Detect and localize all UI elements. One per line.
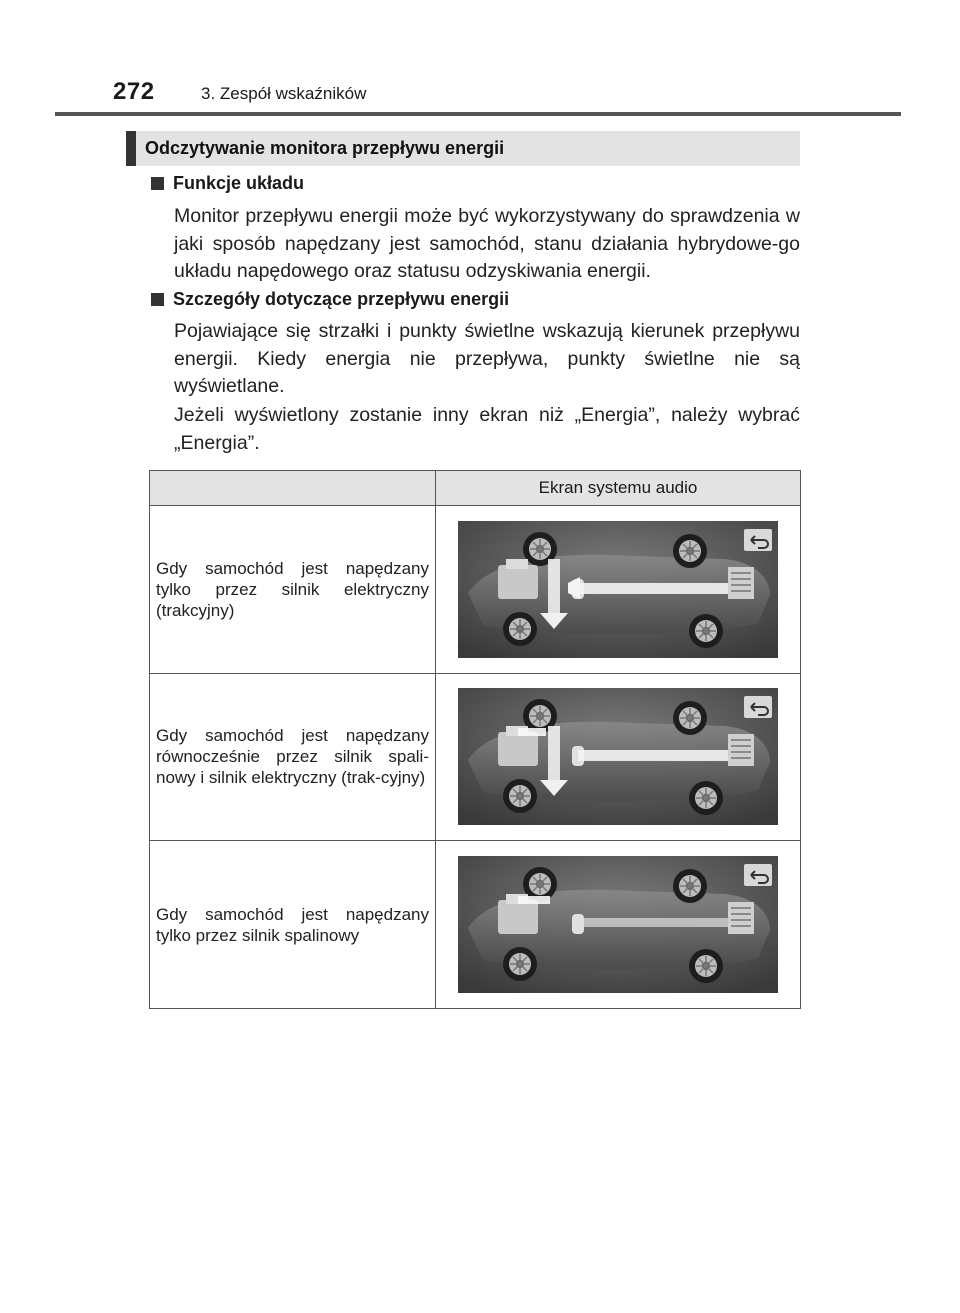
energy-monitor-screen-engine [458,856,778,993]
paragraph-select-energy: Jeżeli wyświetlony zostanie inny ekran niż „Energia”, należy wybrać „Energia”. [174,404,800,454]
chapter-title: 3. Zespół wskaźników [201,84,367,103]
screen-cell [436,841,801,1009]
subheading-flow-details [151,289,509,310]
page-number: 272 [113,78,155,105]
table-header-cell-empty [150,471,436,506]
row-description: Gdy samochód jest napędzany tylko przez silnik spalinowy [150,841,436,1009]
subheading-label: Szczegóły dotyczące przepływu energii [173,289,510,309]
energy-monitor-table [149,470,801,1009]
square-bullet-icon [151,293,164,306]
row-description: Gdy samochód jest napędzany tylko przez silnik elektryczny (trakcyjny) [150,506,436,674]
table-row [150,506,801,674]
section-heading [126,131,800,166]
back-arrow-icon[interactable] [744,529,772,551]
screen-cell [436,673,801,841]
table-header-audio-screen: Ekran systemu audio [436,471,801,506]
header-divider [55,112,901,116]
subheading-label: Funkcje układu [173,173,305,193]
paragraph-functions: Monitor przepływu energii może być wykorzystywany do sprawdzenia w jaki sposób napędzany jest samochód, stanu działania hybrydowe-go układu napędowego oraz statusu odzyskiwania energii. [174,205,800,282]
energy-monitor-screen-hybrid [458,688,778,825]
energy-monitor-screen-electric [458,521,778,658]
screen-cell [436,506,801,674]
row-description: Gdy samochód jest napędzany równocześnie przez silnik spali-nowy i silnik elektryczny (trak-cyjny) [150,673,436,841]
table-row [150,841,801,1009]
square-bullet-icon [151,177,164,190]
back-arrow-icon[interactable] [744,696,772,718]
section-title: Odczytywanie monitora przepływu energii [145,138,505,158]
back-arrow-icon[interactable] [744,864,772,886]
paragraph-flow-details: Pojawiające się strzałki i punkty świetlne wskazują kierunek przepływu energii. Kiedy energia nie przepływa, punkty świetlne nie są wyświetlane. [174,320,800,397]
table-header-row [150,471,801,506]
table-row [150,673,801,841]
subheading-system-functions [151,173,304,194]
